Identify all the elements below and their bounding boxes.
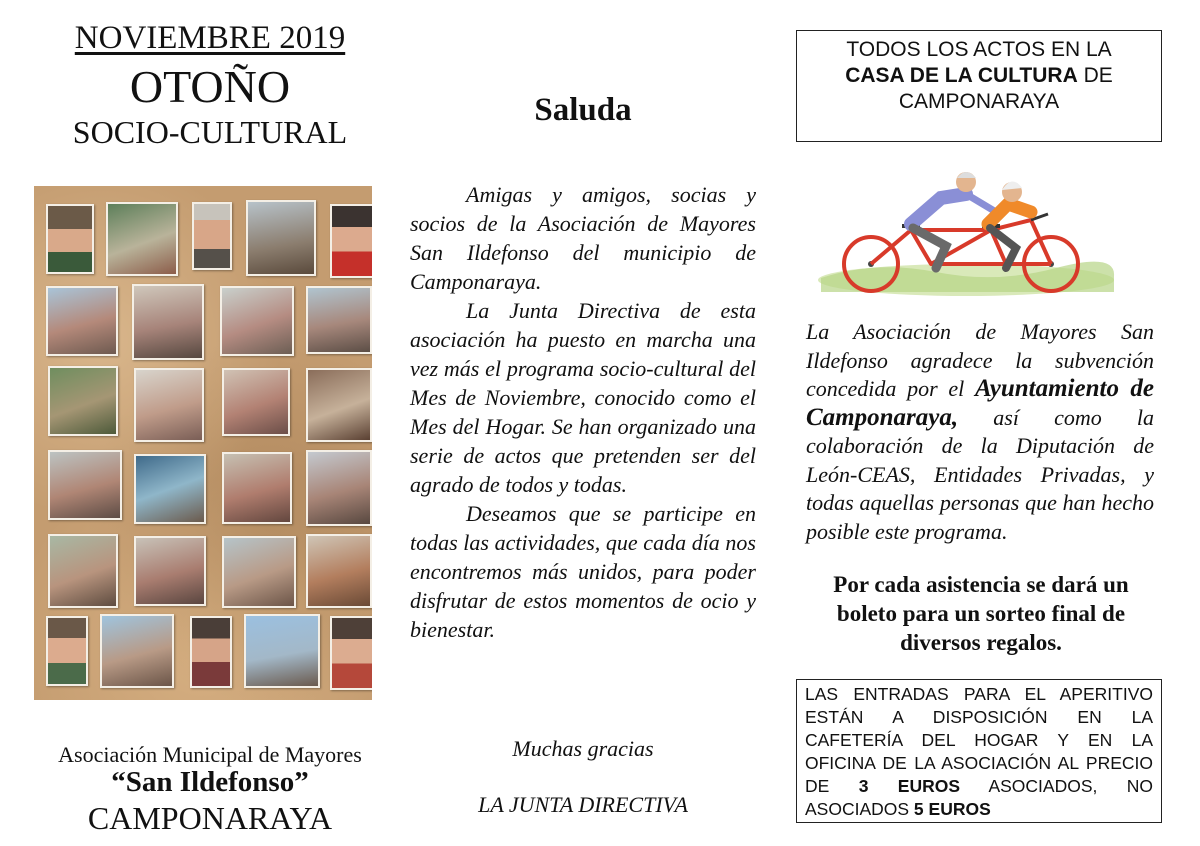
collage-photo (46, 286, 118, 356)
collage-photo (48, 534, 118, 608)
association-label: Asociación Municipal de Mayores (58, 742, 362, 767)
tickets-box (796, 679, 1162, 823)
collage-photo (134, 454, 206, 524)
venue-box (796, 30, 1162, 142)
collage-photo (46, 616, 88, 686)
venue-line: TODOS LOS ACTOS EN LA (846, 38, 1112, 61)
association-name: “San Ildefonso” (111, 766, 309, 798)
collage-photo (222, 452, 292, 524)
acknowledgement-text: así como la colaboración de la Diputación de León-CEAS, Entidades Privadas, y todas aquellas personas que han hecho posible este programa. (806, 404, 1154, 544)
collage-photo (134, 536, 206, 606)
collage-photo (46, 204, 94, 274)
sponsor-name: Ayuntamiento de Camponaraya, (806, 375, 1154, 431)
venue-connector: DE (1077, 64, 1113, 87)
season-title: OTOÑO (129, 61, 291, 112)
collage-photo (244, 614, 320, 688)
photo-collage (34, 186, 372, 700)
venue-line (797, 63, 1161, 89)
collage-photo (330, 616, 372, 690)
collage-photo (306, 286, 372, 354)
collage-photo (48, 366, 118, 436)
town-name: CAMPONARAYA (87, 800, 333, 836)
venue-name: CASA DE LA CULTURA (845, 64, 1078, 87)
non-member-price: 5 EUROS (913, 799, 991, 819)
collage-photo (192, 202, 232, 270)
collage-photo (330, 204, 372, 278)
greeting-paragraph: Deseamos que se participe en todas las actividades, que cada día nos encontremos más unidos, para poder disfrutar de estos momentos de ocio y bienestar. (410, 501, 756, 642)
tickets-text: ASOCIADOS, NO ASOCIADOS (805, 776, 1153, 819)
program-subtitle: SOCIO-CULTURAL (72, 114, 348, 150)
collage-photo (306, 534, 372, 608)
collage-photo (222, 368, 290, 436)
left-column (30, 0, 390, 846)
collage-photo (100, 614, 174, 688)
collage-photo (220, 286, 294, 356)
greeting-paragraph: La Junta Directiva de esta asociación ha puesto en marcha una vez más el programa socio-cultural del Mes de Noviembre, conocido como el Mes del Hogar. Se han organizado una serie de actos que pretenden ser del agrado de todos y todas. (410, 298, 756, 497)
raffle-notice: Por cada asistencia se dará un boleto para un sorteo final de diversos regalos. (833, 572, 1129, 655)
collage-photo (132, 284, 204, 360)
thanks-line: Muchas gracias (512, 736, 654, 761)
member-price: 3 EUROS (858, 776, 961, 796)
right-column (790, 0, 1170, 846)
collage-photo (134, 368, 204, 442)
collage-photo (48, 450, 122, 520)
date-heading: NOVIEMBRE 2019 (74, 20, 346, 56)
greeting-title: Saluda (534, 92, 632, 128)
greeting-paragraph: Amigas y amigos, socias y socios de la Asociación de Mayores San Ildefonso del municipio de Camponaraya. (410, 182, 756, 294)
tandem-bicycle-icon (816, 168, 1116, 300)
greeting-body (410, 180, 756, 644)
collage-photo (306, 450, 372, 526)
collage-photo (106, 202, 178, 276)
venue-line: CAMPONARAYA (898, 90, 1060, 113)
middle-column (400, 0, 766, 846)
acknowledgement-text: La Asociación de Mayores San Ildefonso agradece la subvención concedida por el (806, 319, 1154, 401)
collage-photo (190, 616, 232, 688)
acknowledgement-paragraph (806, 318, 1154, 546)
collage-photo (246, 200, 316, 276)
collage-photo (306, 368, 372, 442)
collage-photo (222, 536, 296, 608)
signature: LA JUNTA DIRECTIVA (478, 792, 688, 817)
tickets-text: LAS ENTRADAS PARA EL APERITIVO ESTÁN A DISPOSICIÓN EN LA CAFETERÍA DEL HOGAR Y EN LA OFICINA DE LA ASOCIACIÓN AL PRECIO DE (805, 684, 1153, 796)
